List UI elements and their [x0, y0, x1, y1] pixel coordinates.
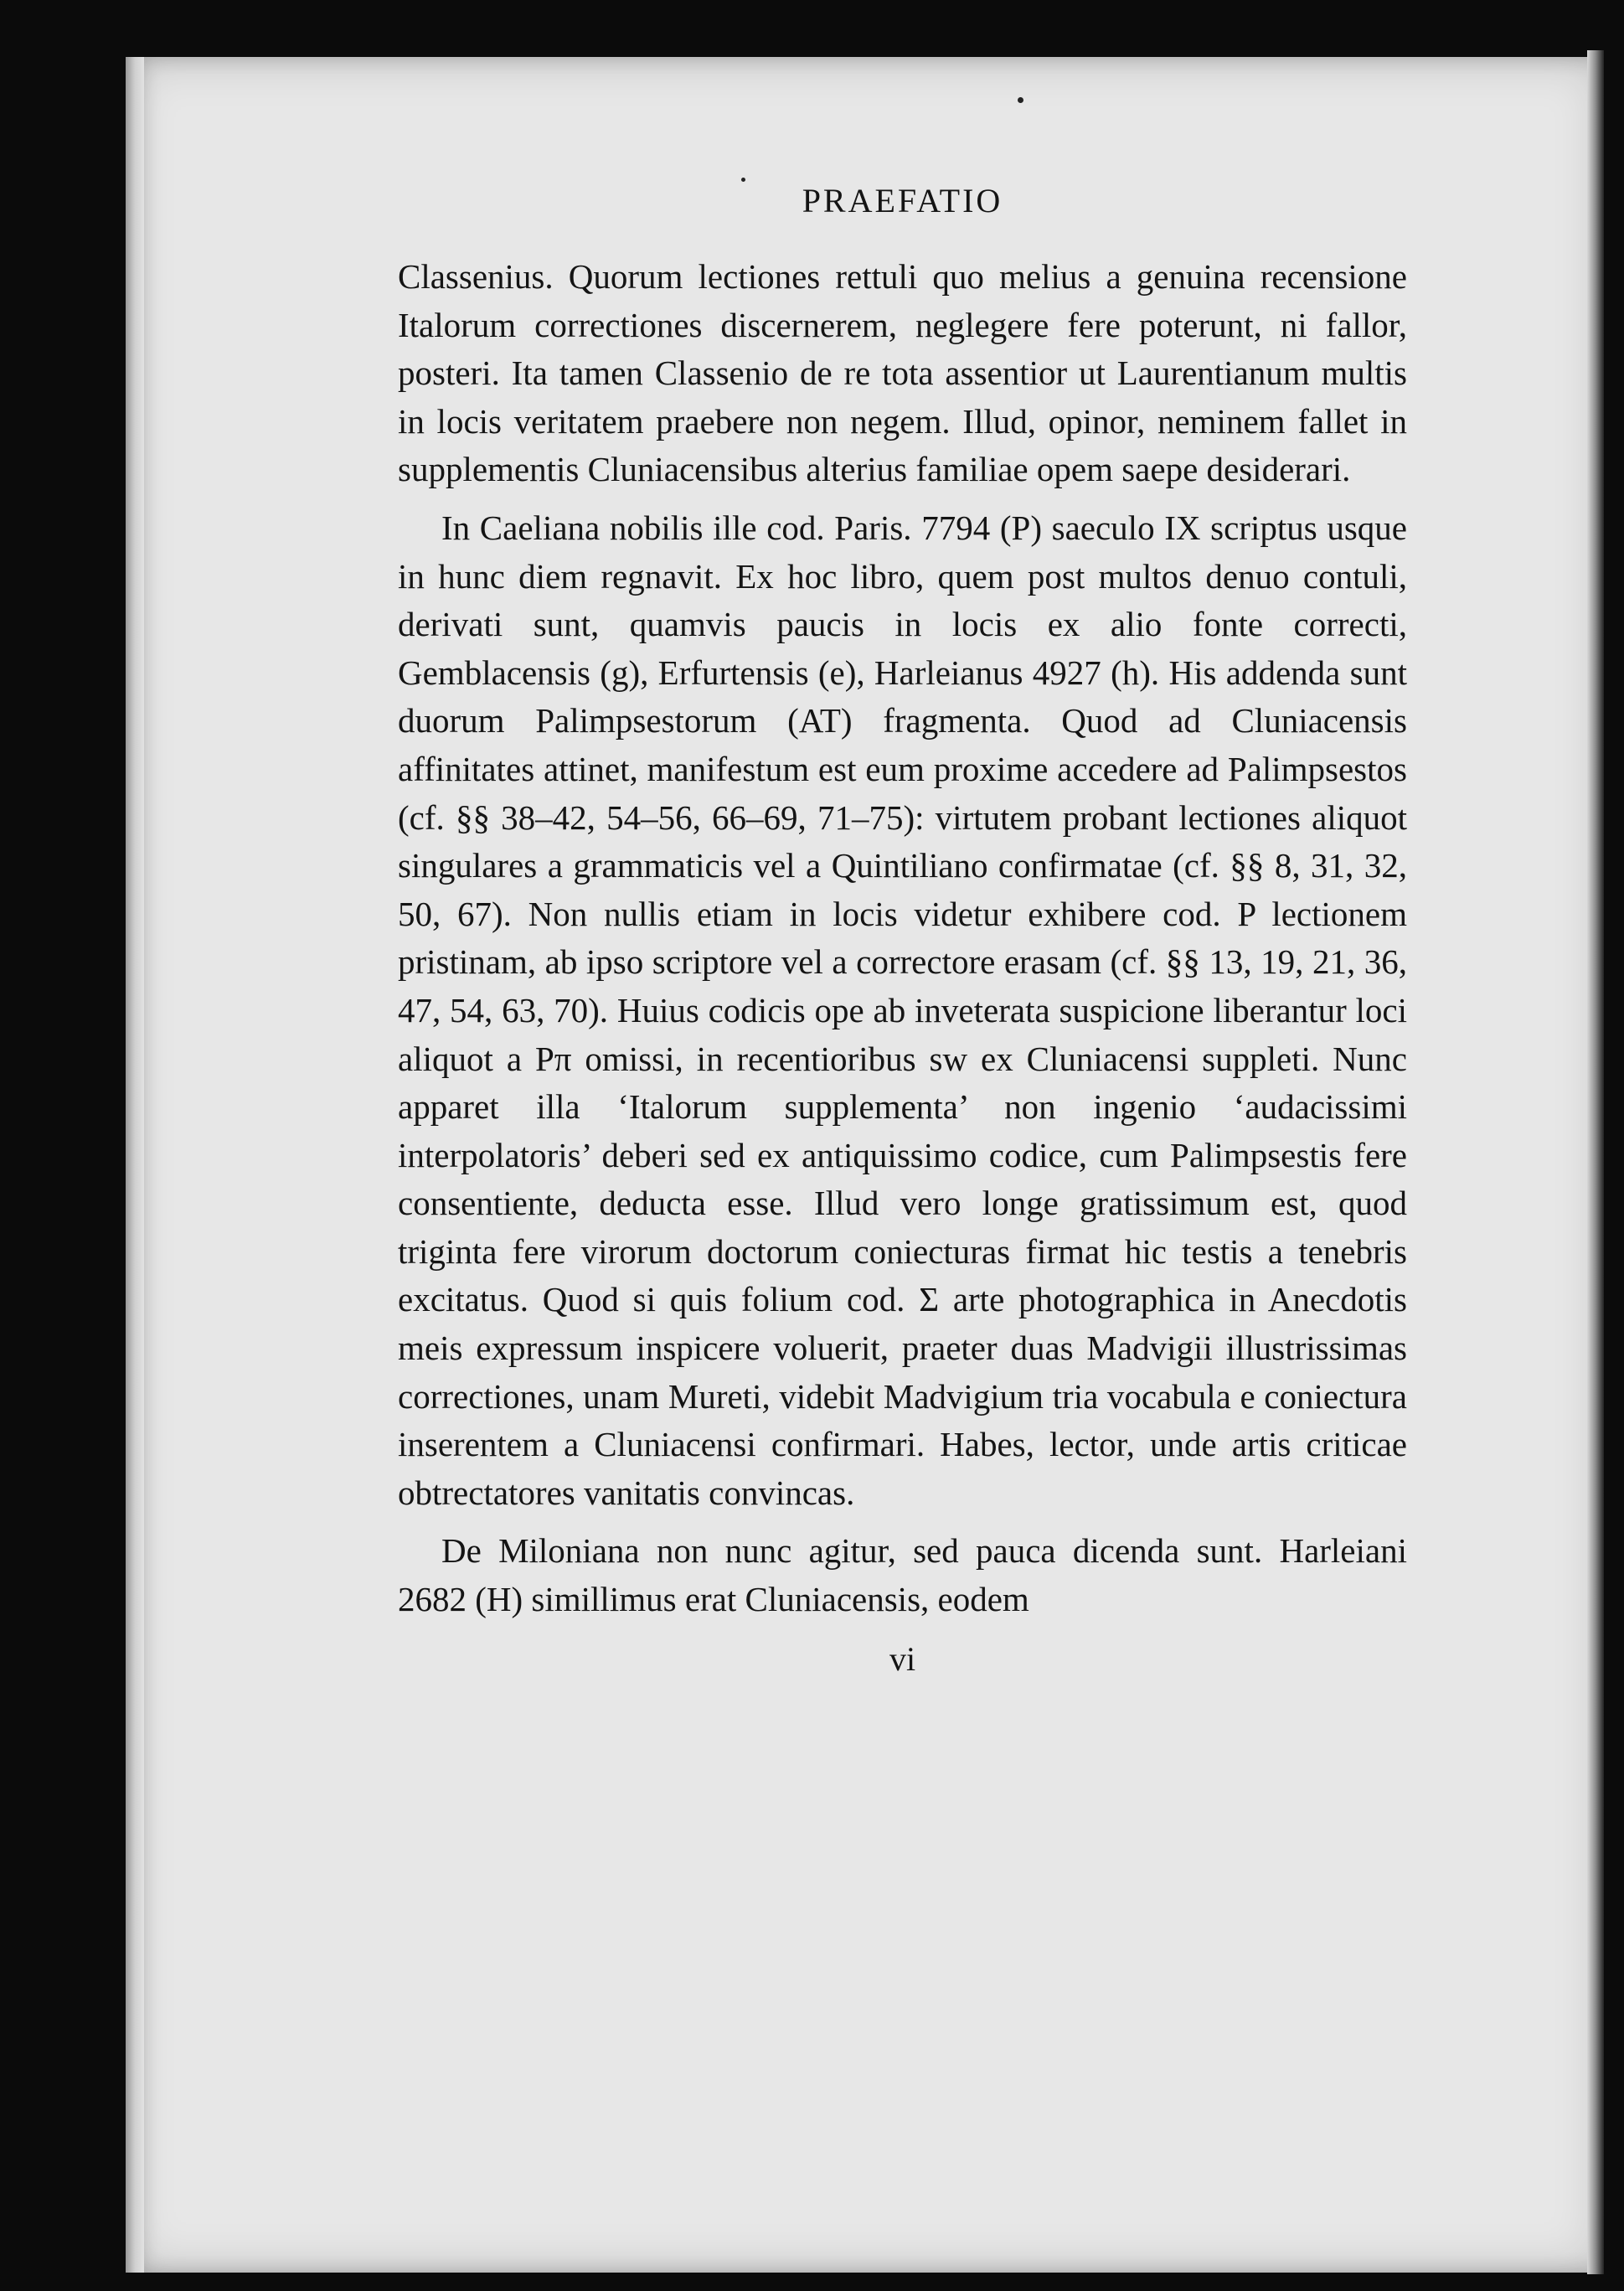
running-head: PRAEFATIO: [802, 182, 1003, 219]
paragraph-1: Classenius. Quorum lectiones rettuli quo melius a genuina recensione Italorum correctiones discernerem, neglegere fere poterunt, ni fallor, posteri. Ita tamen Classenio de re tota assentior ut Laurentianum multis in locis veritatem praebere non negem. Illud, opinor, neminem fallet in supplementis Cluniacensibus alterius familiae opem saepe desiderari.: [398, 257, 1407, 489]
paragraph-3: De Miloniana non nunc agitur, sed pauca dicenda sunt. Harleiani 2682 (H) simillimus erat Cluniacensis, eodem: [398, 1531, 1407, 1619]
page-gutter-shadow: [126, 57, 144, 2273]
print-speck: [1018, 97, 1023, 103]
paragraph-2: In Caeliana nobilis ille cod. Paris. 7794 (P) saeculo IX scriptus usque in hunc diem regnavit. Ex hoc libro, quem post multos denuo contuli, derivati sunt, quamvis paucis in locis ex alio fonte correcti, Gemblacensis (g), Erfurtensis (e), Harleianus 4927 (h). His addenda sunt duorum Palimpsestorum (AT) fragmenta. Quod ad Cluniacensis affinitates attinet, manifestum est eum proxime accedere ad Palimpsestos (cf. §§ 38–42, 54–56, 66–69, 71–75): virtutem probant lectiones aliquot singulares a grammaticis vel a Quintiliano confirmatae (cf. §§ 8, 31, 32, 50, 67). Non nullis etiam in locis videtur exhibere cod. P lectionem pristinam, ab ipso scriptore vel a correctore erasam (cf. §§ 13, 19, 21, 36, 47, 54, 63, 70). Huius codicis ope ab inveterata suspicione liberantur loci aliquot a Pπ omissi, in recentioribus sw ex Cluniacensi suppleti. Nunc apparet illa ‘Italorum supplementa’ non ingenio ‘audacissimi interpolatoris’ deberi sed ex antiquissimo codice, cum Palimpsestis fere consentiente, deducta esse. Illud vero longe gratissimum est, quod triginta fere virorum doctorum coniecturas firmat hic testis a tenebris excitatus. Quod si quis folium cod. Σ arte photographica in Anecdotis meis expressum inspicere voluerit, praeter duas Madvigii illustrissimas correctiones, unam Mureti, videbit Madvigium tria vocabula e coniectura inserentem a Cluniacensi confirmari. Habes, lector, unde artis criticae obtrectatores vanitatis convincas.: [398, 508, 1407, 1512]
page-number: vi: [889, 1639, 916, 1678]
text-block: [398, 176, 1407, 1685]
page-right-edge: [1587, 50, 1604, 2274]
